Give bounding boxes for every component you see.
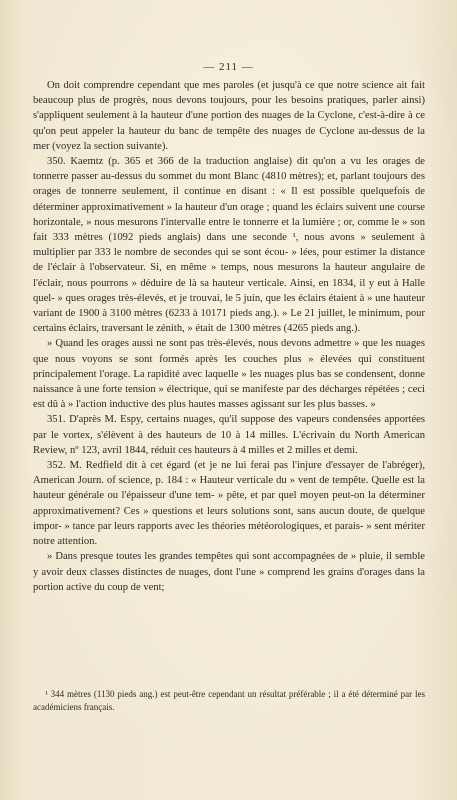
paragraph: » Quand les orages aussi ne sont pas très-élevés, nous devons admettre » que les nuages que nous voyons se sont formés après les couches plus » élevées qui constituent principalement l'orage. La rapidité avec laquelle » les nuages plus bas se condensent, donne naissance à une forte tension » électrique, qui se manifeste par des décharges répétées ; ceci est dû à » l'action inductive des plus hautes masses agissant sur les plus basses. » [33, 338, 425, 411]
paragraph: On doit comprendre cependant que mes paroles (et jusqu'à ce que notre science ait fait beaucoup plus de progrès, nous devons toujours, pour les besoins pratiques, parler ainsi) s'appliquent seulement à la hauteur d'une portion des nuages de la Cyclone, c'est-à-dire à ce qu'on peut appeler la hauteur du banc de tempête des nuages de Cyclone au-dessus de la mer (voyez la section suivante). [33, 80, 425, 152]
footnote [33, 688, 425, 713]
paragraph: 351. D'après M. Espy, certains nuages, qu'il suppose des vapeurs condensées apportées par le vortex, s'élèvent à des hauteurs de 10 à 14 milles. L'écrivain du North American Review, nº 123, avril 1844, réduit ces hauteurs à 4 milles et 2 milles et demi. [33, 414, 425, 456]
footnote-divider [33, 683, 93, 684]
paragraph: » Dans presque toutes les grandes tempêtes qui sont accompagnées de » pluie, il semble y avoir deux classes distinctes de nuages, dont l'une » comprend les grains d'orages dans la portion active du coup de vent; [33, 551, 425, 593]
footnote-text: ¹ 344 mètres (1130 pieds ang.) est peut-être cependant un résultat préférable ; il a été déterminé par les académiciens français. [33, 689, 425, 712]
paragraph: 350. Kaemtz (p. 365 et 366 de la traduction anglaise) dit qu'on a vu les orages de tonnerre passer au-dessus du sommet du mont Blanc (4810 mètres); et, parlant toujours des orages de tonnerre seulement, il continue en disant : « Il est possible quelquefois de déterminer approximativement » la hauteur d'un orage ; quand les éclairs suivent une course horizontale, » nous mesurons l'intervalle entre le tonnerre et la lumière ; or, comme le » son fait 333 mètres (1092 pieds anglais) dans une seconde ¹, nous avons » seulement à multiplier par 333 le nombre de secondes qui se sont écou- » lées, pour estimer la distance de l'éclair à l'observateur. Si, en même » temps, nous mesurons la hauteur angulaire de l'éclair, nous pourrons » déduire de là sa hauteur verticale. Ainsi, en 1834, il y eut à Halle quel- » ques orages très-élevés, et je trouvai, le 5 juin, que les éclairs étaient à » une hauteur variant de 1900 à 3100 mètres (6233 à 10171 pieds ang.). » Le 21 juillet, le minimum, pour certains éclairs, traversant le zénith, » était de 1300 mètres (4265 pieds ang.). [33, 156, 425, 335]
paragraph: 352. M. Redfield dit à cet égard (et je ne lui ferai pas l'injure d'essayer de l'abréger), American Journ. of science, p. 184 : « Hauteur verticale du » vent de tempête. Quelle est la hauteur générale ou l'épaisseur d'une tem- » pête, et par quel moyen peut-on la déterminer approximativement? Ces » questions et leurs solutions sont, sans aucun doute, de quelque impor- » tance par leurs rapports avec les théories météorologiques, et parais- » sent mériter notre attention. [33, 460, 425, 548]
body-text [33, 78, 425, 595]
page-number: — 211 — [203, 61, 254, 73]
